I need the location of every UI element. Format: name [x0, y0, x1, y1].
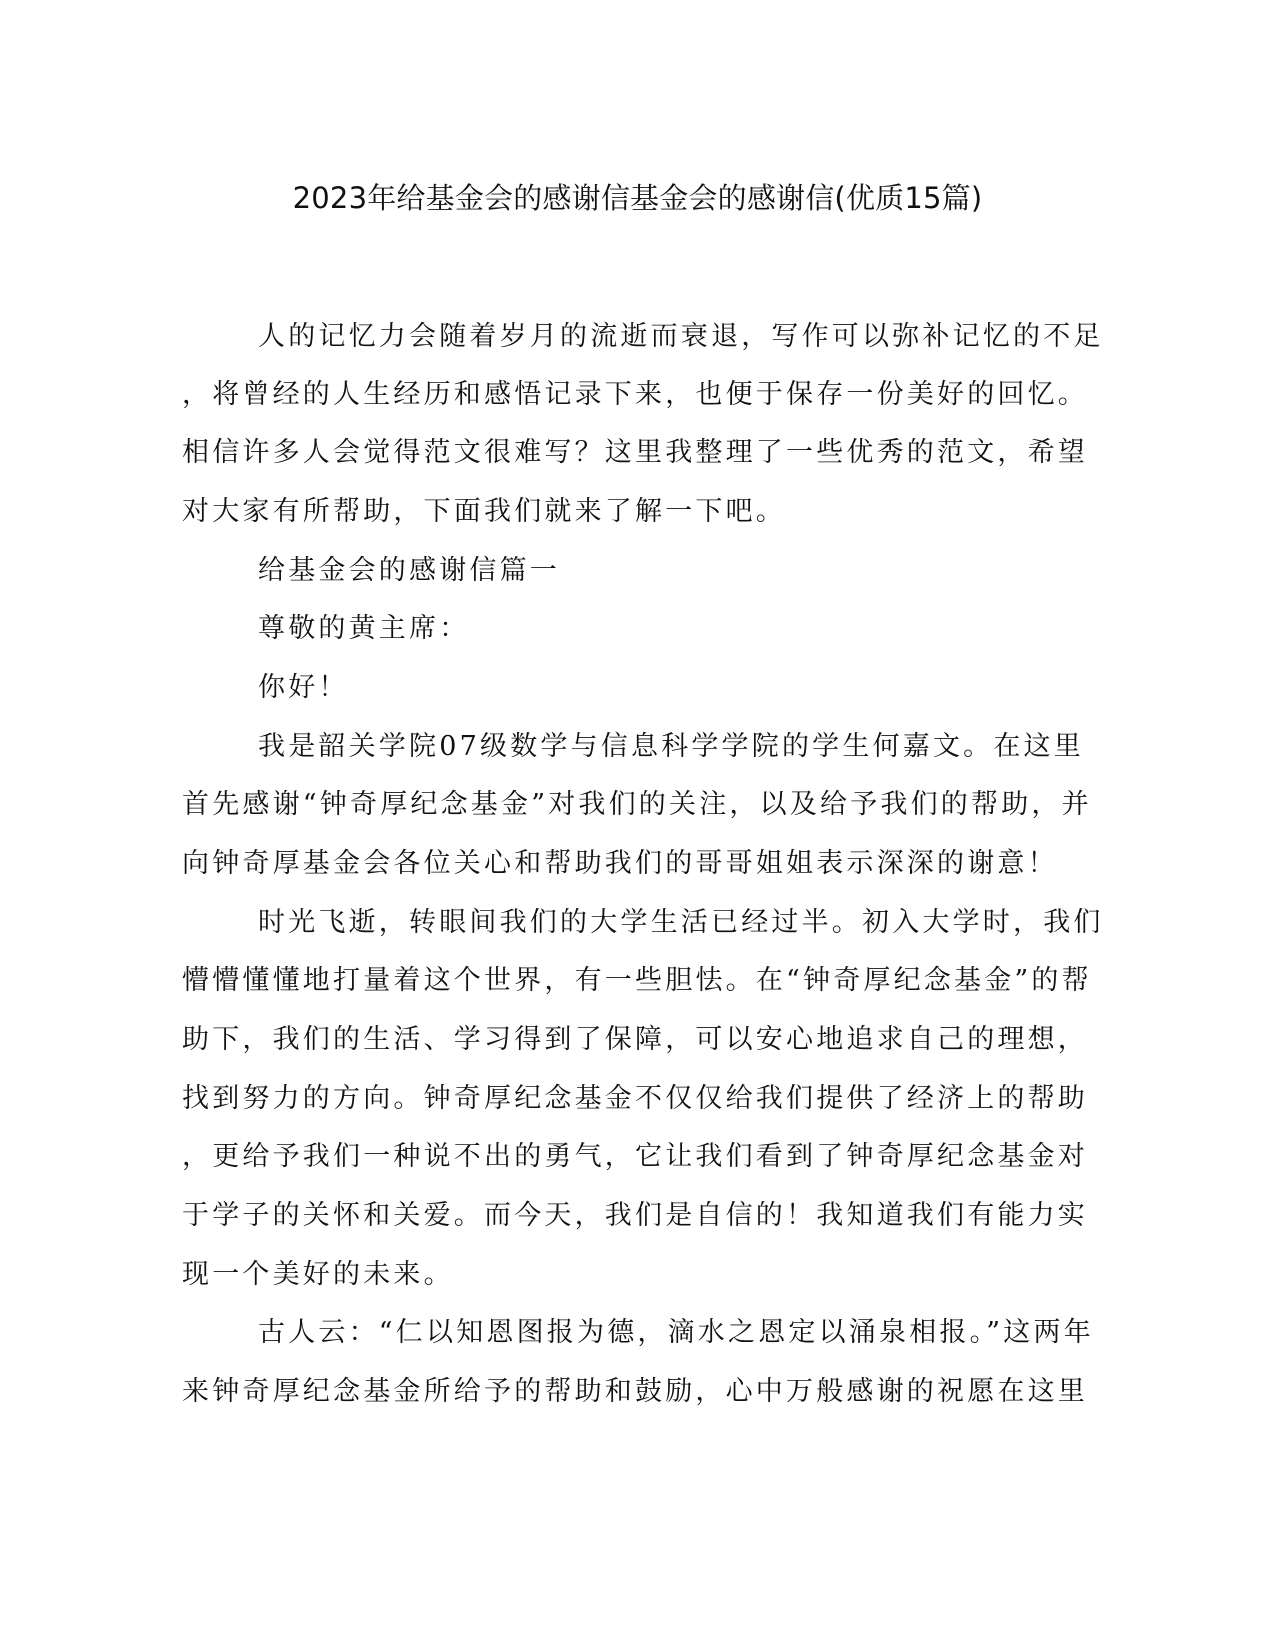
- paragraph-line: 古人云：“仁以知恩图报为德，滴水之恩定以涌泉相报。”这两年: [258, 1317, 1094, 1348]
- paragraph-line: 时光飞逝，转眼间我们的大学生活已经过半。初入大学时，我们: [258, 907, 1104, 938]
- paragraph-line: 对大家有所帮助，下面我们就来了解一下吧。: [182, 496, 786, 527]
- paragraph-line: 来钟奇厚纪念基金所给予的帮助和鼓励，心中万般感谢的祝愿在这里: [182, 1376, 1088, 1407]
- paragraph-line: 我是韶关学院07级数学与信息科学学院的学生何嘉文。在这里: [258, 731, 1084, 762]
- paragraph-line: 人的记忆力会随着岁月的流逝而衰退，写作可以弥补记忆的不足: [258, 321, 1104, 352]
- paragraph-line: ，更给予我们一种说不出的勇气，它让我们看到了钟奇厚纪念基金对: [182, 1141, 1088, 1172]
- document-title: 2023年给基金会的感谢信基金会的感谢信(优质15篇): [292, 181, 983, 215]
- paragraph-line: 于学子的关怀和关爱。而今天，我们是自信的！我知道我们有能力实: [182, 1200, 1088, 1231]
- paragraph-line: ，将曾经的人生经历和感悟记录下来，也便于保存一份美好的回忆。: [182, 379, 1088, 410]
- greeting: 你好！: [258, 672, 349, 703]
- paragraph-line: 助下，我们的生活、学习得到了保障，可以安心地追求自己的理想，: [182, 1024, 1088, 1055]
- paragraph-line: 找到努力的方向。钟奇厚纪念基金不仅仅给我们提供了经济上的帮助: [182, 1083, 1088, 1114]
- paragraph-line: 首先感谢“钟奇厚纪念基金”对我们的关注，以及给予我们的帮助，并: [182, 789, 1092, 820]
- paragraph-line: 懵懵懂懂地打量着这个世界，有一些胆怯。在“钟奇厚纪念基金”的帮: [182, 965, 1092, 996]
- paragraph-line: 向钟奇厚基金会各位关心和帮助我们的哥哥姐姐表示深深的谢意！: [182, 848, 1058, 879]
- paragraph-line: 现一个美好的未来。: [182, 1259, 454, 1290]
- paragraph-line: 相信许多人会觉得范文很难写？这里我整理了一些优秀的范文，希望: [182, 437, 1088, 468]
- section-heading: 给基金会的感谢信篇一: [258, 555, 560, 586]
- salutation: 尊敬的黄主席：: [258, 613, 470, 644]
